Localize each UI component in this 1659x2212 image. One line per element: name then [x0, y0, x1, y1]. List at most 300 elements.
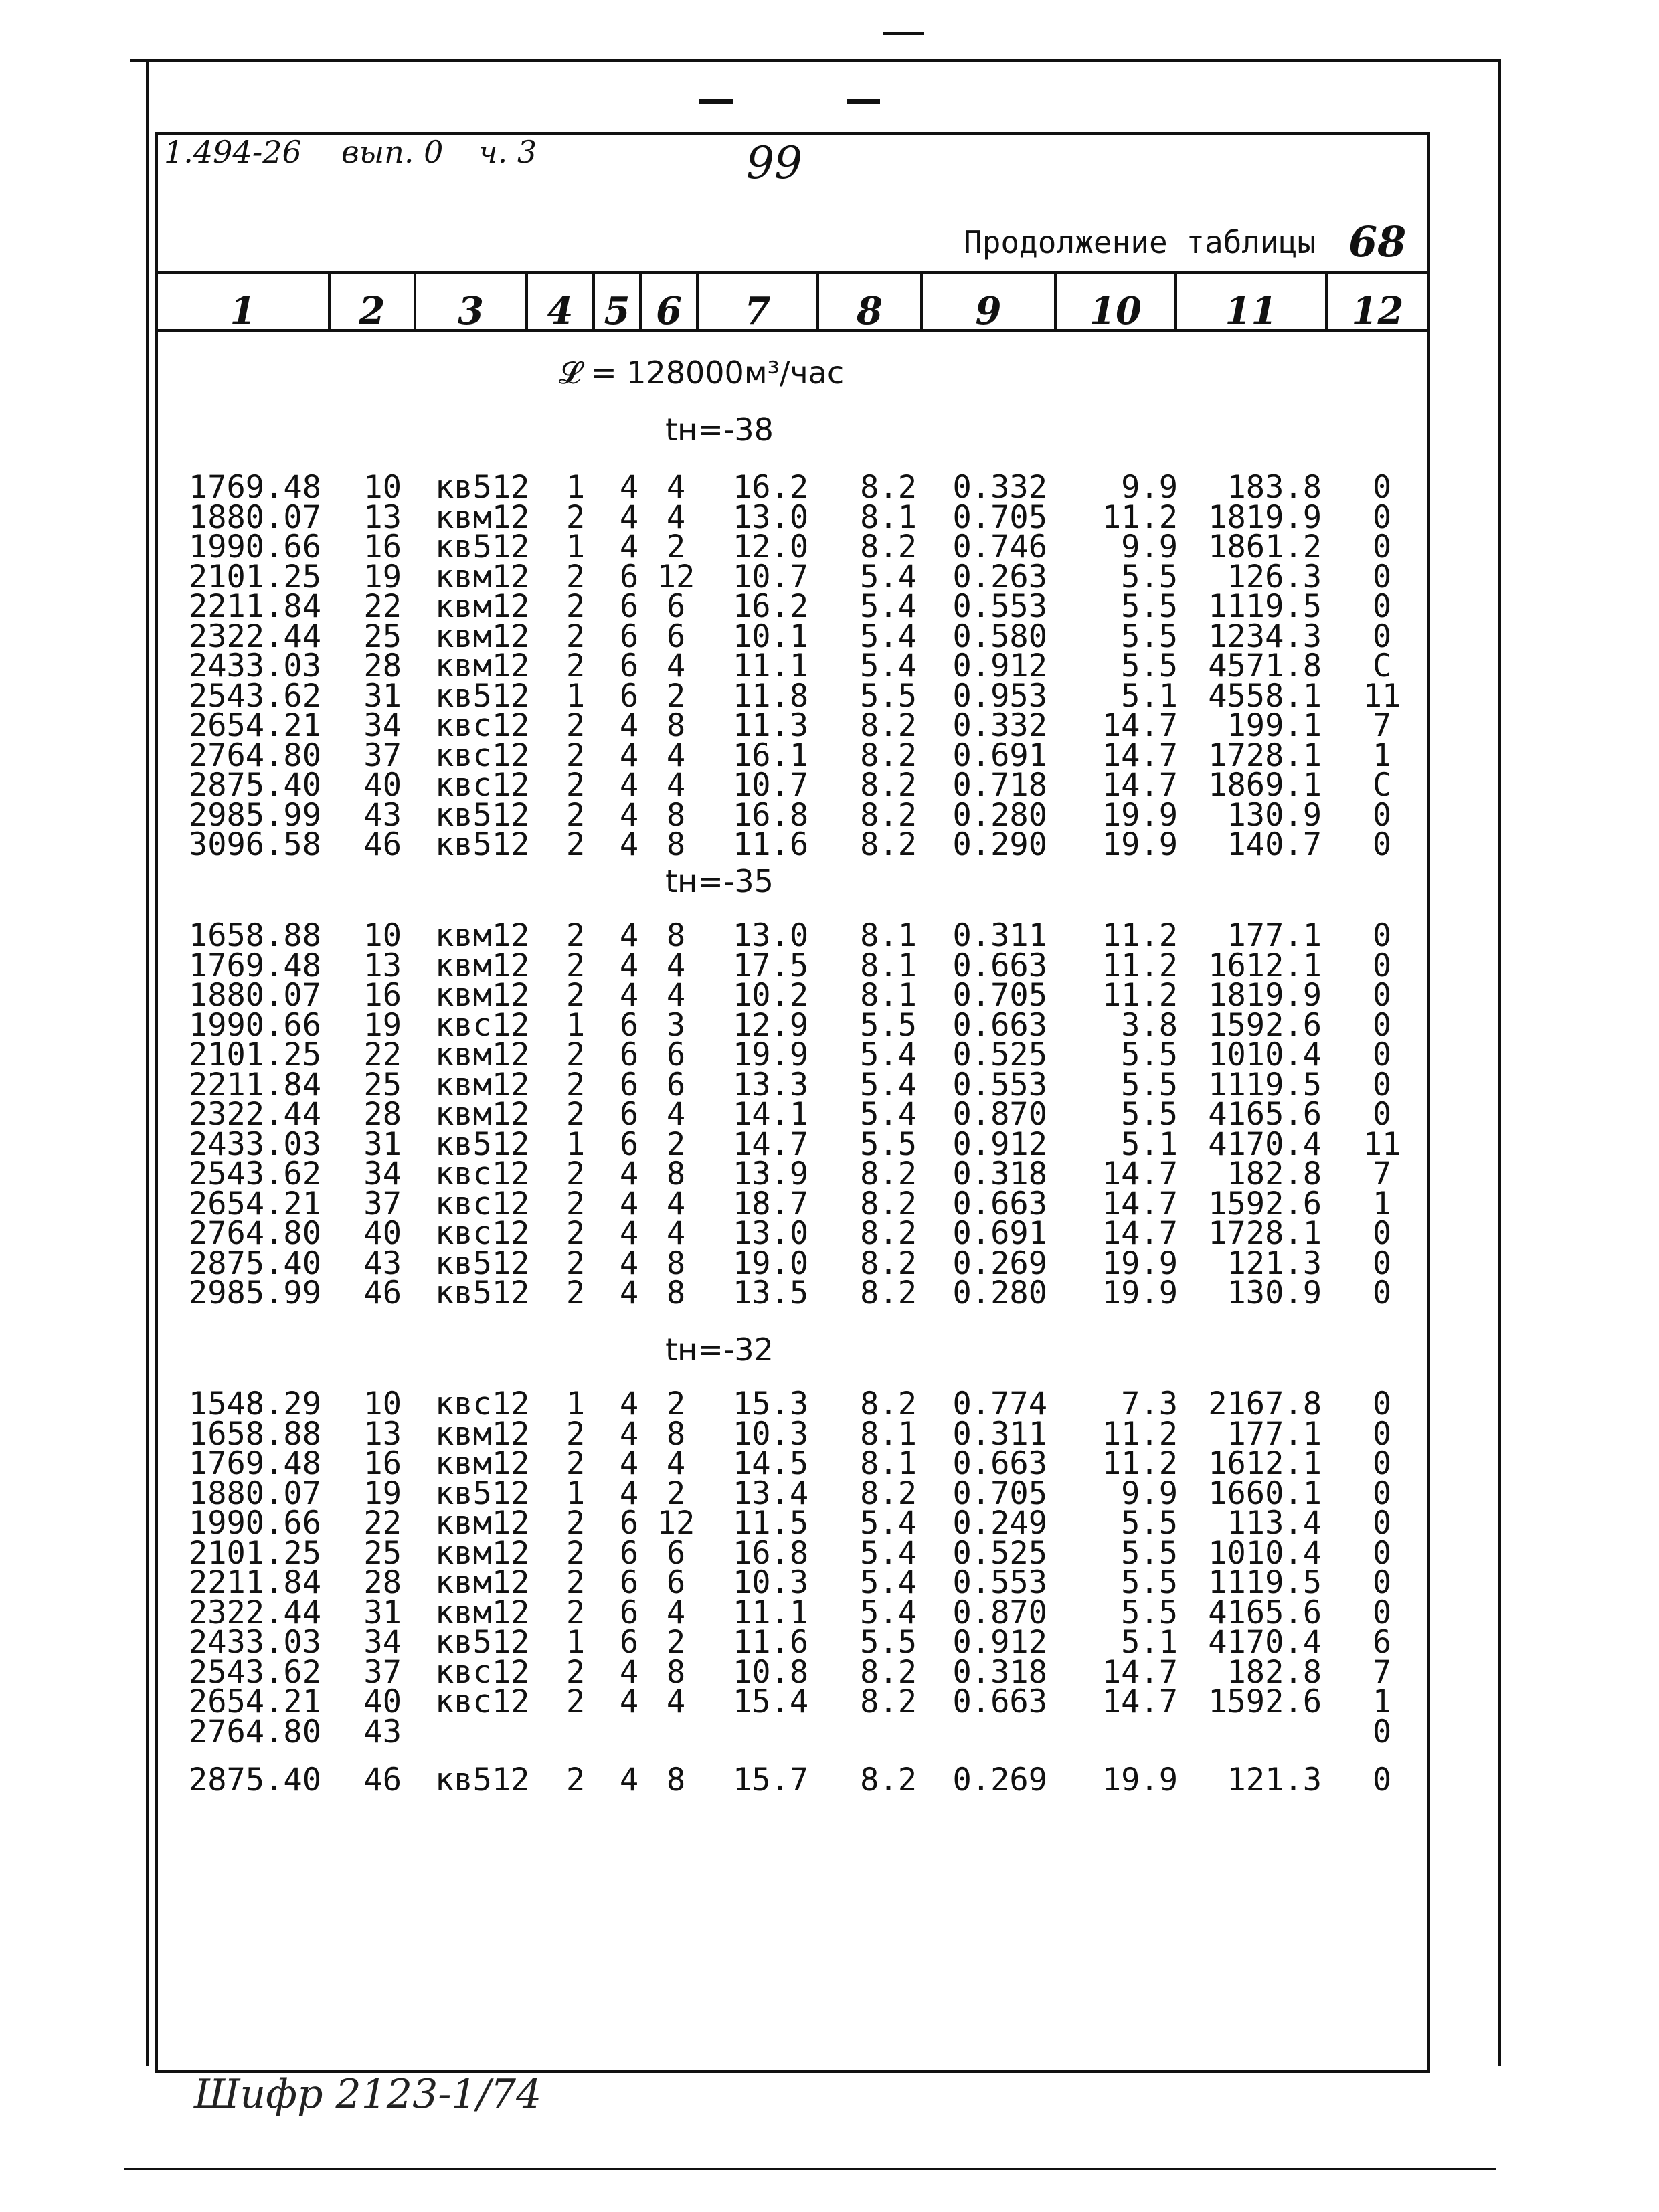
table-cell-col6: 4 [666, 947, 686, 984]
table-cell-col5: 4 [619, 767, 639, 804]
column-header: 9 [975, 289, 1002, 333]
table-cell-col4: 2 [565, 1066, 586, 1103]
table-cell-col3: квм12 [435, 917, 530, 954]
table-cell-col8: 8.2 [860, 767, 917, 804]
table-cell-col7: 11.5 [733, 1505, 809, 1542]
table-cell-col5: 6 [619, 1624, 639, 1661]
table-cell-col7: 19.9 [733, 1036, 809, 1073]
table-cell-col11: 1119.5 [1208, 1066, 1322, 1103]
table-cell-col10: 5.5 [1121, 618, 1178, 655]
table-cell-col12: 0 [1372, 1594, 1392, 1631]
table-cell-col4: 1 [565, 1624, 586, 1661]
table-cell-col3: квм12 [435, 947, 530, 984]
table-cell-col3: кв512 [435, 469, 530, 506]
table-cell-col5: 4 [619, 707, 639, 744]
table-cell-col9: 0.525 [952, 1036, 1047, 1073]
table-cell-col5: 6 [619, 1006, 639, 1044]
table-cell-col12: 0 [1372, 1475, 1392, 1512]
table-cell-col10: 19.9 [1102, 1275, 1178, 1311]
table-cell-col1: 1880.07 [188, 977, 321, 1014]
table-cell-col10: 14.7 [1102, 1156, 1178, 1192]
table-cell-col11: 1010.4 [1208, 1534, 1322, 1572]
table-cell-col11: 130.9 [1227, 1275, 1322, 1311]
table-cell-col5: 4 [619, 1245, 639, 1282]
table-cell-col11: 1869.1 [1208, 767, 1322, 804]
table-cell-col2: 43 [363, 796, 402, 834]
table-cell-col4: 2 [565, 917, 586, 954]
table-cell-col9: 0.912 [952, 648, 1047, 684]
column-header: 4 [547, 289, 574, 333]
table-cell-col8: 8.1 [860, 977, 917, 1014]
table-cell-col10: 5.5 [1121, 1096, 1178, 1133]
table-cell-col9: 0.311 [952, 917, 1047, 954]
table-cell-col2: 13 [363, 947, 402, 984]
table-cell-col11: 4170.4 [1208, 1624, 1322, 1661]
table-cell-col9: 0.311 [952, 1415, 1047, 1453]
table-cell-col2: 46 [363, 1762, 402, 1799]
table-cell-col7: 14.1 [733, 1096, 809, 1133]
table-cell-col8: 5.4 [860, 618, 917, 655]
table-cell-col6: 3 [666, 1006, 686, 1044]
table-cell-col12: 1 [1372, 737, 1392, 774]
table-cell-col6: 4 [666, 1215, 686, 1252]
table-cell-col10: 14.7 [1102, 707, 1178, 744]
table-cell-col7: 15.4 [733, 1683, 809, 1720]
column-header: 11 [1225, 289, 1278, 333]
table-cell-col11: 1592.6 [1208, 1185, 1322, 1222]
table-cell-col6: 2 [666, 1386, 686, 1422]
table-cell-col6: 6 [666, 1564, 686, 1601]
table-cell-col2: 28 [363, 1096, 402, 1133]
table-cell-col8: 8.2 [860, 1683, 917, 1720]
table-cell-col10: 5.5 [1121, 648, 1178, 684]
table-cell-col10: 14.7 [1102, 1185, 1178, 1222]
outer-frame-right [1498, 59, 1501, 2066]
table-cell-col8: 5.5 [860, 1125, 917, 1163]
table-cell-col5: 6 [619, 1505, 639, 1542]
table-cell-col12: 11 [1363, 1125, 1401, 1163]
table-cell-col9: 0.280 [952, 1275, 1047, 1311]
table-cell-col8: 8.2 [860, 1762, 917, 1799]
table-cell-col8: 8.2 [860, 1475, 917, 1512]
table-cell-col3: квм12 [435, 1505, 530, 1542]
outer-frame-left [146, 59, 149, 2066]
table-cell-col11: 121.3 [1227, 1762, 1322, 1799]
table-cell-col5: 4 [619, 917, 639, 954]
table-cell-col6: 4 [666, 498, 686, 536]
table-cell-col7: 11.8 [733, 677, 809, 715]
table-cell-col3: кв512 [435, 677, 530, 715]
table-cell-col6: 8 [666, 1653, 686, 1691]
table-cell-col6: 2 [666, 529, 686, 565]
column-header: 3 [458, 289, 484, 333]
table-cell-col3: квм12 [435, 1415, 530, 1453]
table-cell-col5: 6 [619, 1594, 639, 1631]
table-cell-col6: 4 [666, 1185, 686, 1222]
table-cell-col10: 5.5 [1121, 1594, 1178, 1631]
table-cell-col4: 2 [565, 1096, 586, 1133]
table-cell-col3: квм12 [435, 618, 530, 655]
table-cell-col7: 10.8 [733, 1653, 809, 1691]
table-cell-col9: 0.663 [952, 1445, 1047, 1482]
table-cell-col12: 0 [1372, 1036, 1392, 1073]
table-cell-col12: 0 [1372, 1066, 1392, 1103]
table-cell-col1: 2875.40 [188, 1245, 321, 1282]
table-cell-col3: кв512 [435, 1475, 530, 1512]
table-cell-col6: 2 [666, 1125, 686, 1163]
table-cell-col3: квм12 [435, 588, 530, 625]
table-cell-col4: 1 [565, 677, 586, 715]
table-cell-col12: 0 [1372, 947, 1392, 984]
table-cell-col12: 0 [1372, 1415, 1392, 1453]
table-cell-col8: 5.4 [860, 1096, 917, 1133]
table-cell-col8: 5.4 [860, 1594, 917, 1631]
table-cell-col4: 2 [565, 1534, 586, 1572]
table-cell-col4: 2 [565, 1245, 586, 1282]
table-cell-col9: 0.912 [952, 1624, 1047, 1661]
table-cell-col9: 0.269 [952, 1245, 1047, 1282]
table-cell-col7: 19.0 [733, 1245, 809, 1282]
table-cell-col2: 16 [363, 977, 402, 1014]
table-cell-col10: 9.9 [1121, 1475, 1178, 1512]
table-cell-col10: 14.7 [1102, 1215, 1178, 1252]
table-cell-col2: 22 [363, 588, 402, 625]
table-cell-col12: 1 [1372, 1185, 1392, 1222]
table-cell-col1: 2654.21 [188, 1683, 321, 1720]
header-top-line [155, 271, 1430, 274]
table-cell-col1: 2985.99 [188, 796, 321, 834]
table-cell-col7: 10.3 [733, 1415, 809, 1453]
table-cell-col9: 0.774 [952, 1386, 1047, 1422]
table-cell-col12: 0 [1372, 1006, 1392, 1044]
table-cell-col8: 5.4 [860, 1505, 917, 1542]
table-cell-col1: 2433.03 [188, 648, 321, 684]
table-cell-col2: 16 [363, 529, 402, 565]
table-cell-col7: 13.4 [733, 1475, 809, 1512]
table-cell-col4: 2 [565, 1653, 586, 1691]
table-cell-col5: 4 [619, 469, 639, 506]
table-cell-col6: 4 [666, 469, 686, 506]
table-cell-col3: квс12 [435, 1006, 530, 1044]
column-header: 6 [656, 289, 682, 333]
table-cell-col5: 4 [619, 1415, 639, 1453]
table-cell-col1: 2101.25 [188, 558, 321, 595]
table-cell-col7: 10.7 [733, 558, 809, 595]
table-cell-col8: 8.2 [860, 529, 917, 565]
table-cell-col3: кв512 [435, 1762, 530, 1799]
table-cell-col9: 0.280 [952, 796, 1047, 834]
table-cell-col6: 2 [666, 1475, 686, 1512]
table-cell-col8: 8.2 [860, 1386, 917, 1422]
table-cell-col3: квм12 [435, 648, 530, 684]
table-cell-col4: 2 [565, 1594, 586, 1631]
table-cell-col12: 0 [1372, 977, 1392, 1014]
table-cell-col10: 5.5 [1121, 1564, 1178, 1601]
table-cell-col8: 8.2 [860, 1156, 917, 1192]
table-cell-col7: 15.7 [733, 1762, 809, 1799]
table-cell-col5: 6 [619, 1125, 639, 1163]
table-cell-col12: 0 [1372, 498, 1392, 536]
table-cell-col1: 2211.84 [188, 1066, 321, 1103]
table-cell-col6: 2 [666, 1624, 686, 1661]
table-cell-col11: 113.4 [1227, 1505, 1322, 1542]
inner-frame-left [155, 132, 158, 2073]
table-cell-col6: 8 [666, 1415, 686, 1453]
table-cell-col11: 126.3 [1227, 558, 1322, 595]
table-cell-col12: 0 [1372, 1564, 1392, 1601]
table-cell-col5: 4 [619, 1445, 639, 1482]
table-cell-col11: 4558.1 [1208, 677, 1322, 715]
table-cell-col8: 5.5 [860, 1624, 917, 1661]
table-cell-col9: 0.746 [952, 529, 1047, 565]
table-cell-col8: 8.2 [860, 1215, 917, 1252]
table-cell-col9: 0.912 [952, 1125, 1047, 1163]
table-cell-col1: 1880.07 [188, 498, 321, 536]
table-cell-col2: 37 [363, 737, 402, 774]
table-cell-col7: 16.2 [733, 588, 809, 625]
table-cell-col1: 2875.40 [188, 1762, 321, 1799]
table-cell-col4: 1 [565, 1386, 586, 1422]
table-cell-col2: 25 [363, 1534, 402, 1572]
table-cell-col4: 2 [565, 1156, 586, 1192]
table-cell-col6: 8 [666, 707, 686, 744]
table-cell-col8: 8.2 [860, 1275, 917, 1311]
table-cell-col8: 5.4 [860, 648, 917, 684]
table-cell-col1: 2433.03 [188, 1624, 321, 1661]
table-cell-col5: 4 [619, 826, 639, 863]
table-cell-col2: 34 [363, 1624, 402, 1661]
table-cell-col2: 10 [363, 917, 402, 954]
table-cell-col9: 0.290 [952, 826, 1047, 863]
table-cell-col12: 0 [1372, 917, 1392, 954]
table-cell-col4: 2 [565, 1415, 586, 1453]
table-cell-col6: 4 [666, 977, 686, 1014]
table-cell-col12: 0 [1372, 529, 1392, 565]
table-cell-col8: 5.4 [860, 1534, 917, 1572]
table-cell-col3: квс12 [435, 707, 530, 744]
table-cell-col5: 4 [619, 498, 639, 536]
table-cell-col8: 8.2 [860, 826, 917, 863]
table-cell-col12: 0 [1372, 796, 1392, 834]
table-cell-col5: 6 [619, 1564, 639, 1601]
table-cell-col3: квм12 [435, 1445, 530, 1482]
table-cell-col12: 7 [1372, 1653, 1392, 1691]
table-cell-col3: квм12 [435, 558, 530, 595]
table-cell-col4: 2 [565, 947, 586, 984]
table-cell-col12: 0 [1372, 558, 1392, 595]
dash-mark [847, 99, 880, 104]
table-cell-col4: 1 [565, 529, 586, 565]
table-cell-col1: 2322.44 [188, 618, 321, 655]
table-cell-col9: 0.663 [952, 1683, 1047, 1720]
table-cell-col3: квс12 [435, 1683, 530, 1720]
table-cell-col12: 0 [1372, 1713, 1392, 1750]
table-cell-col5: 4 [619, 1156, 639, 1192]
table-cell-col10: 5.5 [1121, 1505, 1178, 1542]
table-cell-col8: 5.5 [860, 677, 917, 715]
table-cell-col3: кв512 [435, 529, 530, 565]
table-cell-col8: 8.2 [860, 796, 917, 834]
table-cell-col8: 5.4 [860, 1564, 917, 1601]
table-cell-col4: 2 [565, 498, 586, 536]
table-cell-col7: 13.0 [733, 498, 809, 536]
table-cell-col7: 14.7 [733, 1125, 809, 1163]
table-cell-col9: 0.718 [952, 767, 1047, 804]
column-header: 5 [604, 289, 630, 333]
table-cell-col6: 4 [666, 648, 686, 684]
table-cell-col11: 121.3 [1227, 1245, 1322, 1282]
table-cell-col2: 22 [363, 1036, 402, 1073]
table-cell-col10: 7.3 [1121, 1386, 1178, 1422]
table-cell-col2: 25 [363, 1066, 402, 1103]
table-cell-col8: 8.2 [860, 737, 917, 774]
table-cell-col7: 10.3 [733, 1564, 809, 1601]
table-cell-col2: 16 [363, 1445, 402, 1482]
table-cell-col6: 6 [666, 618, 686, 655]
table-cell-col8: 8.2 [860, 707, 917, 744]
table-cell-col8: 8.2 [860, 1653, 917, 1691]
table-cell-col9: 0.663 [952, 1006, 1047, 1044]
table-cell-col7: 17.5 [733, 947, 809, 984]
table-cell-col5: 4 [619, 1475, 639, 1512]
table-cell-col3: квс12 [435, 1653, 530, 1691]
table-cell-col5: 6 [619, 1096, 639, 1133]
table-cell-col12: 0 [1372, 1505, 1392, 1542]
table-cell-col4: 2 [565, 1185, 586, 1222]
table-cell-col1: 2543.62 [188, 1156, 321, 1192]
table-cell-col9: 0.705 [952, 1475, 1047, 1512]
table-cell-col3: квс12 [435, 767, 530, 804]
table-cell-col1: 1658.88 [188, 917, 321, 954]
table-cell-col9: 0.705 [952, 977, 1047, 1014]
table-cell-col5: 4 [619, 529, 639, 565]
table-cell-col5: 4 [619, 977, 639, 1014]
table-cell-col6: 6 [666, 1036, 686, 1073]
table-cell-col11: 1819.9 [1208, 498, 1322, 536]
table-cell-col3: кв512 [435, 1275, 530, 1311]
table-cell-col6: 4 [666, 737, 686, 774]
table-cell-col11: 177.1 [1227, 917, 1322, 954]
table-cell-col9: 0.269 [952, 1762, 1047, 1799]
table-cell-col12: 0 [1372, 826, 1392, 863]
table-cell-col1: 1990.66 [188, 1006, 321, 1044]
table-cell-col2: 37 [363, 1185, 402, 1222]
table-cell-col4: 2 [565, 707, 586, 744]
table-cell-col6: 8 [666, 826, 686, 863]
table-cell-col7: 12.0 [733, 529, 809, 565]
table-cell-col3: квм12 [435, 977, 530, 1014]
column-header: 12 [1351, 289, 1404, 333]
table-cell-col9: 0.332 [952, 469, 1047, 506]
outer-frame-top [130, 59, 1499, 62]
table-cell-col1: 2654.21 [188, 1185, 321, 1222]
table-cell-col4: 1 [565, 1475, 586, 1512]
table-cell-col5: 4 [619, 1653, 639, 1691]
table-cell-col9: 0.663 [952, 947, 1047, 984]
table-cell-col6: 8 [666, 1156, 686, 1192]
table-cell-col1: 2433.03 [188, 1125, 321, 1163]
table-cell-col5: 4 [619, 1683, 639, 1720]
table-cell-col3: квс12 [435, 737, 530, 774]
table-cell-col2: 10 [363, 1386, 402, 1422]
table-cell-col4: 2 [565, 648, 586, 684]
table-cell-col1: 1769.48 [188, 1445, 321, 1482]
table-cell-col1: 2322.44 [188, 1096, 321, 1133]
table-cell-col12: 0 [1372, 469, 1392, 506]
table-cell-col9: 0.318 [952, 1156, 1047, 1192]
table-cell-col5: 4 [619, 796, 639, 834]
continuation-text: Продолжение таблицы [964, 224, 1316, 260]
table-cell-col7: 11.6 [733, 1624, 809, 1661]
table-cell-col9: 0.249 [952, 1505, 1047, 1542]
table-cell-col3: квм12 [435, 1564, 530, 1601]
table-cell-col7: 14.5 [733, 1445, 809, 1482]
table-cell-col1: 2764.80 [188, 1215, 321, 1252]
table-cell-col11: 183.8 [1227, 469, 1322, 506]
table-cell-col11: 1728.1 [1208, 737, 1322, 774]
table-cell-col1: 2764.80 [188, 1713, 321, 1750]
table-cell-col5: 4 [619, 1215, 639, 1252]
table-cell-col12: 1 [1372, 1683, 1392, 1720]
table-cell-col5: 4 [619, 1185, 639, 1222]
table-cell-col7: 15.3 [733, 1386, 809, 1422]
table-cell-col2: 40 [363, 1215, 402, 1252]
table-cell-col7: 10.7 [733, 767, 809, 804]
table-cell-col9: 0.870 [952, 1594, 1047, 1631]
table-cell-col11: 1234.3 [1208, 618, 1322, 655]
table-cell-col5: 6 [619, 1066, 639, 1103]
table-cell-col10: 19.9 [1102, 826, 1178, 863]
table-cell-col4: 1 [565, 1125, 586, 1163]
table-cell-col6: 4 [666, 1594, 686, 1631]
table-cell-col5: 4 [619, 1275, 639, 1311]
table-cell-col9: 0.953 [952, 677, 1047, 715]
table-cell-col4: 2 [565, 1275, 586, 1311]
table-cell-col4: 2 [565, 1683, 586, 1720]
table-cell-col2: 13 [363, 498, 402, 536]
table-cell-col11: 182.8 [1227, 1156, 1322, 1192]
table-cell-col1: 3096.58 [188, 826, 321, 863]
table-cell-col2: 19 [363, 1006, 402, 1044]
table-cell-col9: 0.870 [952, 1096, 1047, 1133]
table-cell-col1: 1990.66 [188, 1505, 321, 1542]
table-cell-col10: 11.2 [1102, 1445, 1178, 1482]
table-cell-col9: 0.318 [952, 1653, 1047, 1691]
table-cell-col4: 2 [565, 1036, 586, 1073]
table-cell-col1: 2322.44 [188, 1594, 321, 1631]
section-label: tн=-32 [665, 1331, 774, 1368]
table-cell-col9: 0.663 [952, 1185, 1047, 1222]
table-cell-col1: 2985.99 [188, 1275, 321, 1311]
table-cell-col4: 2 [565, 767, 586, 804]
table-cell-col8: 8.2 [860, 1185, 917, 1222]
table-cell-col5: 6 [619, 648, 639, 684]
table-cell-col9: 0.332 [952, 707, 1047, 744]
table-cell-col12: 0 [1372, 1762, 1392, 1799]
table-cell-col7: 13.5 [733, 1275, 809, 1311]
table-cell-col12: 6 [1372, 1624, 1392, 1661]
table-cell-col8: 5.4 [860, 558, 917, 595]
table-cell-col9: 0.705 [952, 498, 1047, 536]
table-cell-col5: 6 [619, 558, 639, 595]
table-cell-col1: 2211.84 [188, 1564, 321, 1601]
table-cell-col2: 19 [363, 1475, 402, 1512]
table-cell-col3: квм12 [435, 498, 530, 536]
table-cell-col6: 8 [666, 1762, 686, 1799]
table-cell-col11: 130.9 [1227, 796, 1322, 834]
table-cell-col4: 1 [565, 1006, 586, 1044]
table-cell-col2: 31 [363, 1594, 402, 1631]
